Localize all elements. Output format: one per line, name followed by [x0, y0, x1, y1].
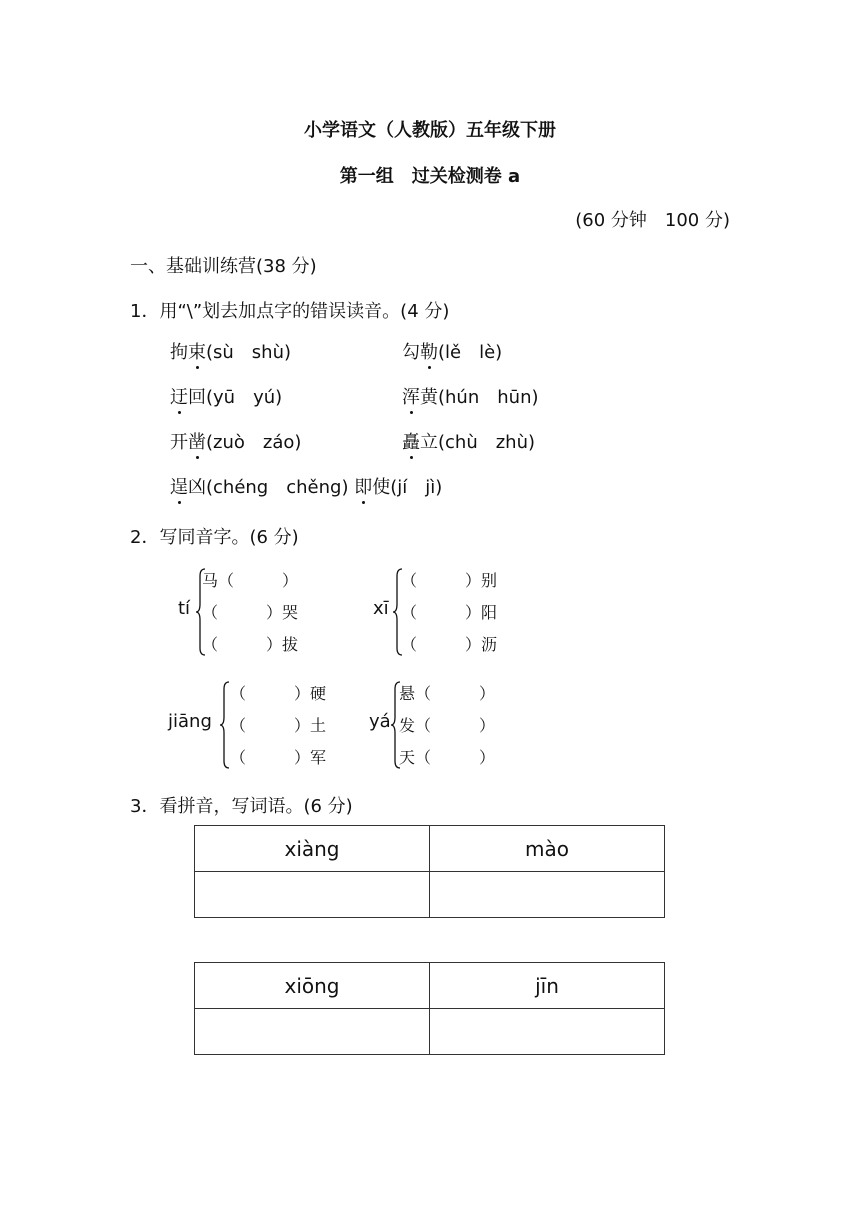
- group-pinyin: tí: [178, 598, 191, 619]
- answer-cell[interactable]: [195, 1009, 430, 1055]
- blank-line[interactable]: 马（ ）: [202, 571, 299, 590]
- pinyin-cell: xiōng: [195, 963, 430, 1009]
- blank-line[interactable]: （ ）土: [230, 716, 327, 735]
- blank-line[interactable]: （ ）拔: [202, 635, 299, 654]
- homophone-group: [168, 679, 368, 771]
- blank-line[interactable]: （ ）别: [401, 571, 498, 590]
- q1-item: 矗立(chù zhù): [402, 428, 535, 454]
- answer-cell[interactable]: [430, 1009, 665, 1055]
- q1-item: 迂回(yū yú): [170, 383, 282, 409]
- brace-icon: [220, 681, 230, 769]
- q1-item: 浑黄(hún hūn): [402, 383, 539, 409]
- homophone-group: [373, 566, 553, 658]
- blank-line[interactable]: （ ）军: [230, 748, 327, 767]
- answer-cell[interactable]: [195, 872, 430, 918]
- pinyin-cell: jīn: [430, 963, 665, 1009]
- blank-line[interactable]: 发（ ）: [399, 716, 496, 735]
- question-2-prompt: 2．写同音字。(6 分): [130, 527, 299, 548]
- time-score: (60 分钟 100 分): [575, 210, 730, 231]
- group-pinyin: yá: [369, 711, 391, 732]
- answer-cell[interactable]: [430, 872, 665, 918]
- pinyin-cell: xiàng: [195, 826, 430, 872]
- question-3-prompt: 3．看拼音，写词语。(6 分): [130, 796, 353, 817]
- question-1-prompt: 1．用“\”划去加点字的错误读音。(4 分): [130, 301, 450, 322]
- blank-line[interactable]: （ ）硬: [230, 684, 327, 703]
- group-pinyin: xī: [373, 598, 389, 619]
- blank-line[interactable]: （ ）沥: [401, 635, 498, 654]
- q1-item: 逞凶(chéng chěng) 即使(jí jì): [170, 473, 442, 499]
- q1-item: 拘束(sù shù): [170, 338, 291, 364]
- group-pinyin: jiāng: [168, 711, 212, 732]
- blank-line[interactable]: （ ）阳: [401, 603, 498, 622]
- homophone-group: [178, 566, 358, 658]
- blank-line[interactable]: 天（ ）: [399, 748, 496, 767]
- q1-item: 开凿(zuò záo): [170, 428, 301, 454]
- blank-line[interactable]: （ ）哭: [202, 603, 299, 622]
- pinyin-table: [194, 962, 665, 1055]
- document-subtitle: 第一组 过关检测卷 a: [339, 166, 521, 187]
- q1-item: 勾勒(lě lè): [402, 338, 502, 364]
- homophone-group: [369, 679, 549, 771]
- pinyin-table: [194, 825, 665, 918]
- document-title: 小学语文（人教版）五年级下册: [304, 120, 556, 141]
- blank-line[interactable]: 悬（ ）: [399, 684, 496, 703]
- section-heading: 一、基础训练营(38 分): [130, 256, 317, 277]
- pinyin-cell: mào: [430, 826, 665, 872]
